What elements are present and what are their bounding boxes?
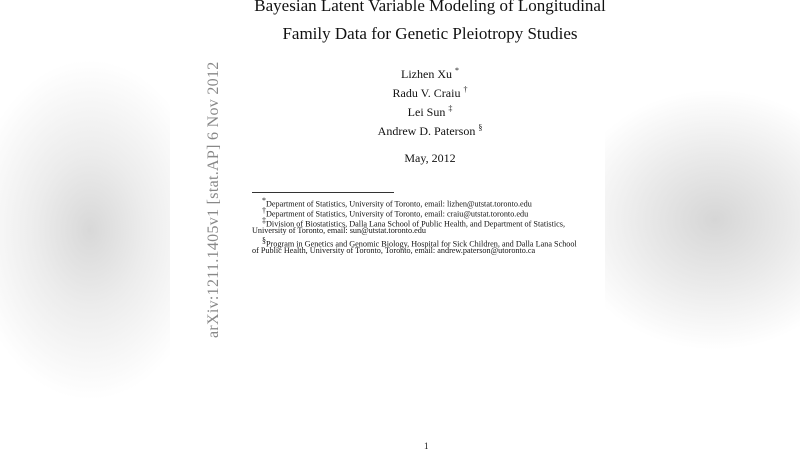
footnote-rule bbox=[252, 192, 394, 193]
footnote: †Department of Statistics, University of Toronto, email: craiu@utstat.toronto.edu bbox=[262, 206, 529, 219]
date: May, 2012 bbox=[404, 151, 456, 165]
author: Radu V. Craiu † bbox=[392, 85, 468, 100]
author: Lizhen Xu * bbox=[401, 66, 459, 81]
footnote: §Program in Genetics and Genomic Biology, Hospital for Sick Children, and Dalla Lana School bbox=[262, 236, 577, 249]
arxiv-stamp: arXiv:1211.1405v1 [stat.AP] 6 Nov 2012 bbox=[205, 61, 222, 338]
footnote-continued: of Public Health, University of Toronto, Toronto, email: andrew.paterson@utoronto.ca bbox=[252, 246, 536, 255]
title-line-1: Bayesian Latent Variable Modeling of Longitudinal bbox=[254, 0, 606, 15]
footnote-continued: University of Toronto, email: sun@utstat.toronto.edu bbox=[252, 226, 426, 235]
background-blur-left bbox=[0, 0, 190, 450]
author: Andrew D. Paterson § bbox=[377, 123, 483, 138]
author: Lei Sun ‡ bbox=[407, 104, 453, 119]
page-number: 1 bbox=[424, 441, 429, 451]
title-line-2: Family Data for Genetic Pleiotropy Studies bbox=[282, 24, 578, 43]
footnote: *Department of Statistics, University of Toronto, email: lizhen@utstat.toronto.edu bbox=[262, 196, 532, 209]
footnote: ‡Division of Biostatistics, Dalla Lana School of Public Health, and Department of Statistics, bbox=[262, 216, 566, 229]
